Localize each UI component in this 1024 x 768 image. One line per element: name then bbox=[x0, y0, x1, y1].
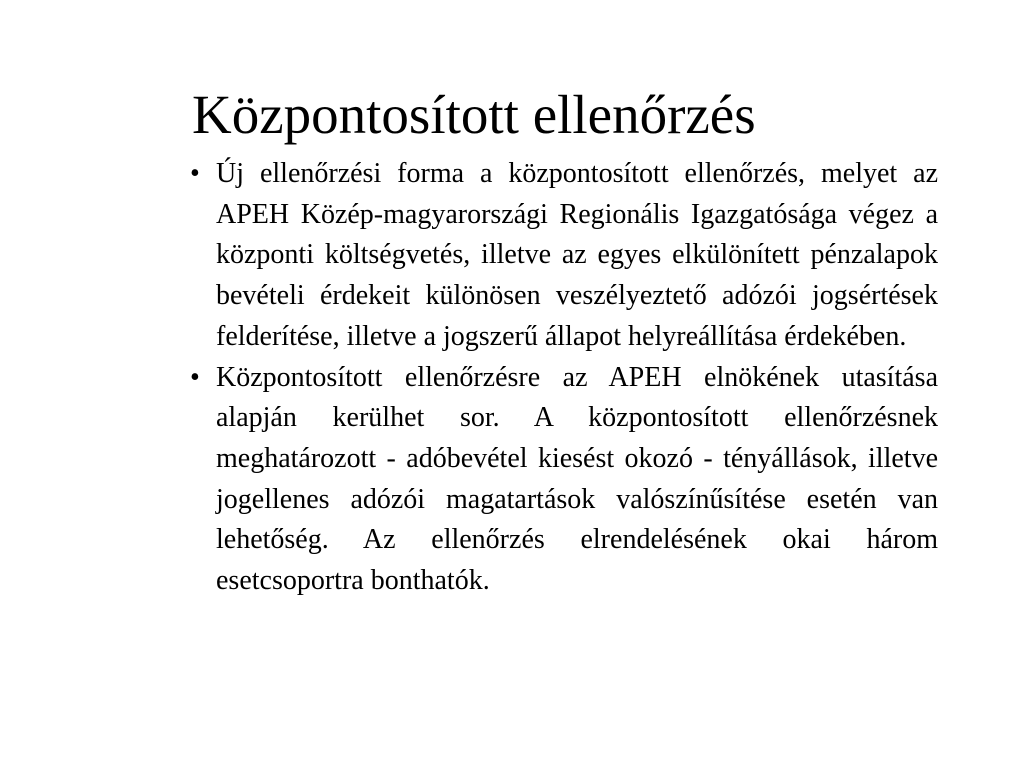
slide-title: Központosított ellenőrzés bbox=[192, 84, 756, 145]
bullet-marker: • bbox=[190, 158, 200, 189]
bullet-item bbox=[190, 154, 938, 358]
bullet-text: Központosított ellenőrzésre az APEH elnökének utasítása alapján kerülhet sor. A központosított ellenőrzésnek meghatározott - adóbevétel kiesést okozó - tényállások, illetve jogellenes adózói magatartások valószínűsítése esetén van lehetőség. Az ellenőrzés elrendelésének okai három esetcsoportra bonthatók. bbox=[216, 361, 938, 597]
bullet-text: Új ellenőrzési forma a központosított ellenőrzés, melyet az APEH Közép-magyarországi Regionális Igazgatósága végez a központi költségvetés, illetve az egyes elkülönített pénzalapok bevételi érdekeit különösen veszélyeztető adózói jogsértések felderítése, illetve a jogszerű állapot helyreállítása érdekében. bbox=[216, 158, 938, 352]
bullet-item bbox=[190, 358, 938, 602]
bullet-list bbox=[190, 154, 938, 602]
bullet-marker: • bbox=[190, 361, 200, 393]
